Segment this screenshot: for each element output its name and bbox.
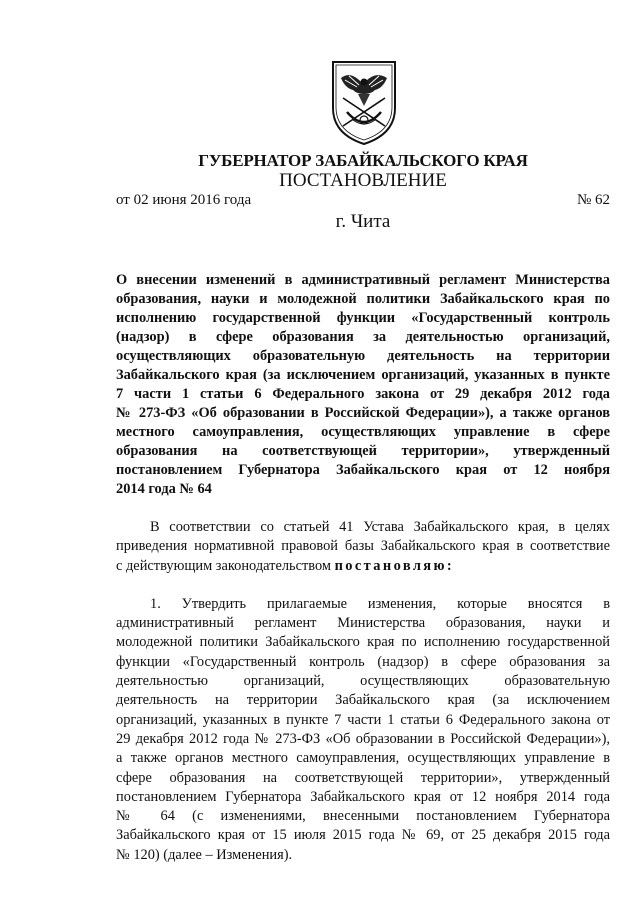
paragraph-line: 1. Утвердить прилагаемые изменения, которые вносятся в xyxy=(150,595,610,612)
document-date: от 02 июня 2016 года xyxy=(116,192,252,208)
paragraph-line: деятельностью организаций, осуществляющих образовательную xyxy=(116,673,610,690)
title-line: местного самоуправления, осуществляющих управление в сфере xyxy=(116,424,610,440)
paragraph-line: административный регламент Министерства образования, науки и xyxy=(116,615,610,632)
resolution-keyword: постановляю: xyxy=(334,557,455,574)
title-line: № 273-ФЗ «Об образовании в Российской Федерации»), а также органов xyxy=(116,405,610,421)
document-number: № 62 xyxy=(576,192,610,208)
paragraph-line: 29 декабря 2012 года № 273-ФЗ «Об образовании в Российской Федерации»), xyxy=(116,730,610,747)
issuing-authority: ГУБЕРНАТОР ЗАБАЙКАЛЬСКОГО КРАЯ xyxy=(198,151,528,170)
title-line: 2014 года № 64 xyxy=(116,481,212,497)
title-line: О внесении изменений в административный регламент Министерства xyxy=(116,272,610,288)
preamble-line: В соответствии со статьей 41 Устава Забайкальского края, в целях xyxy=(150,519,610,535)
title-line: образования, науки и молодежной политики Забайкальского края по xyxy=(116,291,610,307)
document-title xyxy=(116,271,610,499)
title-line: 7 части 1 статьи 6 Федерального закона от 29 декабря 2012 года xyxy=(116,386,610,402)
title-line: образования на соответствующей территории», утвержденный xyxy=(116,443,610,459)
paragraph-line: сфере образования на соответствующей территории», утвержденный xyxy=(116,769,610,786)
title-line: (надзор) в сфере образования за деятельностью организаций, xyxy=(116,329,610,345)
paragraph-line: постановлением Губернатора Забайкальского края от 12 ноября 2014 года xyxy=(116,788,610,805)
title-line: осуществляющих образовательную деятельность на территории xyxy=(116,348,610,364)
paragraph-line: молодежной политики Забайкальского края по исполнению государственной xyxy=(116,634,610,651)
paragraph-line: организаций, указанных в пункте 7 части 1 статьи 6 Федерального закона от xyxy=(116,711,610,728)
paragraph-line: а также органов местного самоуправления, осуществляющих управление в xyxy=(116,750,610,767)
preamble-text: с действующим законодательством xyxy=(116,557,331,574)
document-type: ПОСТАНОВЛЕНИЕ xyxy=(279,170,447,191)
preamble-line xyxy=(116,557,610,576)
paragraph-line: деятельность на территории Забайкальского края (за исключением xyxy=(116,692,610,709)
paragraph-line: № 120) (далее – Изменения). xyxy=(116,846,293,863)
document-body xyxy=(116,518,610,865)
paragraph-line: функции «Государственный контроль (надзор) в сфере образования за xyxy=(116,653,610,670)
paragraph-line: № 64 (с изменениями, внесенными постановлением Губернатора xyxy=(116,808,610,825)
paragraph-line: Забайкальского края от 15 июля 2015 года № 69, от 25 декабря 2015 года xyxy=(116,827,610,844)
coat-of-arms-icon xyxy=(327,60,401,146)
title-line: исполнению государственной функции «Государственный контроль xyxy=(116,310,610,326)
title-line: Забайкальского края (за исключением организаций, указанных в пункте xyxy=(116,367,610,383)
preamble-line: приведения нормативной правовой базы Забайкальского края в соответствие xyxy=(116,538,610,555)
city: г. Чита xyxy=(335,211,391,232)
title-line: постановлением Губернатора Забайкальского края от 12 ноября xyxy=(116,462,610,478)
